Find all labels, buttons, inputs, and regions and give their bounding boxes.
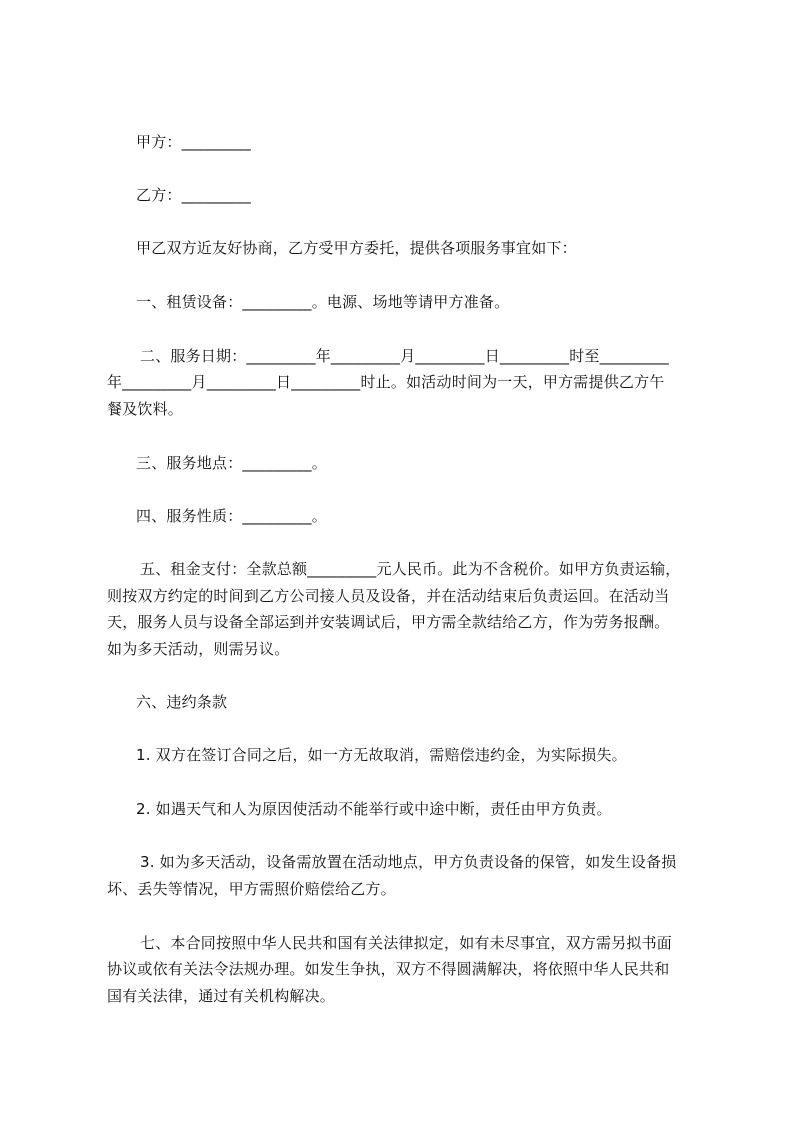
clause-5-line: 五、租金支付：全款总额_________元人民币。此为不含税价。如甲方负责运输， [140,560,681,578]
clause-6-title: 六、违约条款 [136,693,228,711]
clause-7-line: 协议或依有关法令法规办理。如发生争执，双方不得圆满解决，将依照中华人民共和 [107,960,670,978]
clause-5-line: 如为多天活动，则需另议。 [107,640,290,658]
intro-paragraph: 甲乙双方近友好协商，乙方受甲方委托，提供各项服务事宜如下： [136,239,577,257]
clause-2-line: 二、服务日期：_________年_________月_________日_________时至_________ [140,347,669,365]
clause-7-line: 国有关法律，通过有关机构解决。 [107,987,336,1005]
party-b-line: 乙方：_________ [136,186,251,204]
clause-6-item-1: 1. 双方在签订合同之后，如一方无故取消，需赔偿违约金，为实际损失。 [136,746,627,764]
clause-6-item-3-line: 坏、丢失等情况，甲方需照价赔偿给乙方。 [107,880,396,898]
clause-7-line: 七、本合同按照中华人民共和国有关法律拟定，如有未尽事宜，双方需另拟书面 [140,934,673,952]
clause-3: 三、服务地点：_________。 [136,454,327,472]
clause-5-line: 则按双方约定的时间到乙方公司接人员及设备，并在活动结束后负责运回。在活动当 [107,587,670,605]
clause-6-item-2: 2. 如遇天气和人为原因使活动不能举行或中途中断，责任由甲方负责。 [136,800,612,818]
clause-5-line: 天，服务人员与设备全部运到并安装调试后，甲方需全款结给乙方，作为劳务报酬。 [107,613,670,631]
clause-4: 四、服务性质：_________。 [136,507,327,525]
party-a-line: 甲方：_________ [136,133,251,151]
clause-6-item-3-line: 3. 如为多天活动，设备需放置在活动地点，甲方负责设备的保管，如发生设备损 [140,853,677,871]
clause-2-line: 年_________月_________日_________时止。如活动时间为一天，甲方需提供乙方午 [107,373,665,391]
clause-1: 一、租赁设备：_________。电源、场地等请甲方准备。 [136,293,510,311]
clause-2-line: 餐及饮料。 [107,400,184,418]
